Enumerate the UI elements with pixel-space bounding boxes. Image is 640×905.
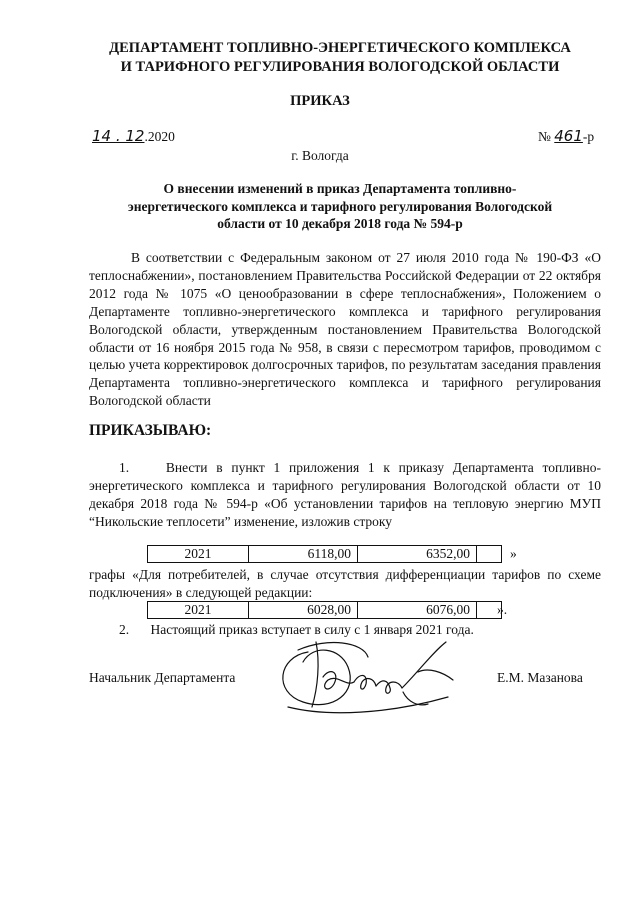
new-value-2-cell: 6076,00 [358,602,477,619]
table-row [148,546,502,563]
new-row [147,601,502,619]
old-year-cell: 2021 [148,546,249,563]
subject-line-2: энергетического комплекса и тарифного регулирования Вологодской [127,198,553,214]
doc-number [538,127,594,145]
header-line-1: ДЕПАРТАМЕНТ ТОПЛИВНО-ЭНЕРГЕТИЧЕСКОГО КОМПЛЕКСА [109,40,571,56]
item-1-text: Внести в пункт 1 приложения 1 к приказу Департамента топливно-энергетического комплекса и тарифного регулирования Вологодской области от 10 декабря 2018 года № 594-р «Об установлении тарифов на тепловую энергию МУП “Никольские теплосети” изменение, изложив строку [89,460,601,529]
department-header [60,39,620,77]
subject-line-3: области от 10 декабря 2018 года № 594-р [217,216,463,231]
signatory-name: Е.М. Мазанова [497,670,583,685]
handwritten-date: 14 . 12 [92,127,145,145]
new-year-cell: 2021 [148,602,249,619]
old-empty-cell [477,546,502,563]
subject-line-1: О внесении изменений в приказ Департамента топливно- [163,181,517,196]
doc-type-title: ПРИКАЗ [290,93,350,109]
number-suffix: -р [582,129,595,144]
preamble-text: В соответствии с Федеральным законом от 27 июля 2010 года № 190-ФЗ «О теплоснабжении», постановлением Правительства Российской Федерации от 22 октября 2012 года № 1075 «О ценообразовании в сфере теплоснабжения», Положением о Департаменте топливно-энергетического комплекса и тарифного регулирования Вологодской области, утвержденным постановлением Правительства Вологодской области от 16 ноября 2015 года № 958, в связи с пересмотром тарифов, проводимом с целью учета корректировок долгосрочных тарифов, по результатам заседания правления Департамента топливно-энергетического комплекса и тарифного регулирования Вологодской области [89,250,601,409]
preamble-paragraph [89,249,601,410]
old-tariff-table [147,545,502,563]
date-year: .2020 [144,129,175,144]
signatory-role: Начальник Департамента [89,670,236,685]
item-2-text: Настоящий приказ вступает в силу с 1 января 2021 года. [150,622,474,637]
new-tariff-table [147,601,502,619]
handwritten-number: 461 [554,127,583,145]
table-row [148,602,502,619]
orders-word: ПРИКАЗЫВАЮ: [89,422,212,439]
subject-heading [75,180,605,233]
new-row-tail: ». [497,602,508,617]
item-1-number: 1. [119,460,130,475]
old-value-1-cell: 6118,00 [249,546,358,563]
handwritten-signature [268,632,478,722]
new-value-1-cell: 6028,00 [249,602,358,619]
number-prefix: № [538,129,551,144]
old-value-2-cell: 6352,00 [358,546,477,563]
old-row-tail: » [510,546,517,561]
item-2-number: 2. [119,622,130,637]
header-line-2: И ТАРИФНОГО РЕГУЛИРОВАНИЯ ВОЛОГОДСКОЙ ОБЛАСТИ [120,59,560,75]
middle-text: графы «Для потребителей, в случае отсутствия дифференциации тарифов по схеме подключения» в следующей редакции: [89,567,601,600]
city: г. Вологда [291,148,349,163]
date-line [92,127,175,145]
item-1 [89,459,601,531]
old-row [147,545,502,563]
